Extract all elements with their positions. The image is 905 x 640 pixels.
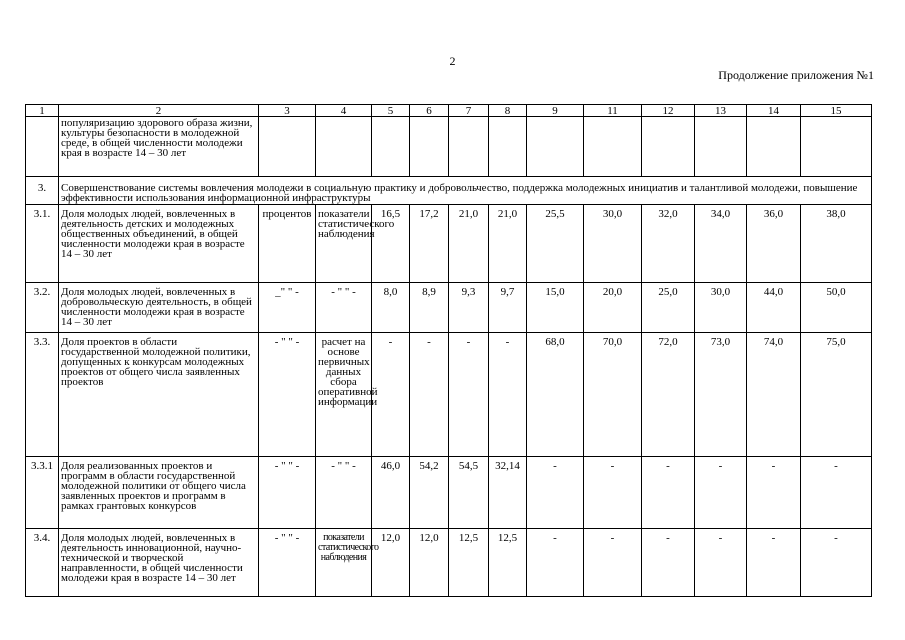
value-cell <box>747 117 801 177</box>
value-cell: - <box>410 333 449 457</box>
value-cell: 72,0 <box>642 333 695 457</box>
value-cell: 9,3 <box>449 283 489 333</box>
header-cell: 7 <box>449 105 489 117</box>
indicator-name: Доля молодых людей, вовлеченных в деятельность инновационной, научно-технической и творческой направленности, в общей численности молодежи края в возрасте 14 – 30 лет <box>59 529 259 597</box>
header-cell: 13 <box>695 105 747 117</box>
value-cell: 12,0 <box>410 529 449 597</box>
unit-cell: процентов <box>259 205 316 283</box>
header-cell: 1 <box>26 105 59 117</box>
value-cell: 9,7 <box>489 283 527 333</box>
page-number: 2 <box>449 54 456 68</box>
source-cell <box>316 117 372 177</box>
table-row <box>26 117 872 177</box>
value-cell: 32,0 <box>642 205 695 283</box>
indicator-name: Доля молодых людей, вовлеченных в деятельность детских и молодежных общественных объединений, в общей численности молодежи края в возрасте 14 – 30 лет <box>59 205 259 283</box>
value-cell: 75,0 <box>801 333 872 457</box>
value-cell: 36,0 <box>747 205 801 283</box>
value-cell <box>695 117 747 177</box>
value-cell: - <box>642 529 695 597</box>
value-cell: 46,0 <box>372 457 410 529</box>
value-cell: - <box>372 333 410 457</box>
indicator-name: Доля реализованных проектов и программ в области государственной молодежной политики от общего числа заявленных проектов и программ в рамках грантовых конкурсов <box>59 457 259 529</box>
value-cell: - <box>747 529 801 597</box>
value-cell: - <box>695 529 747 597</box>
value-cell: 30,0 <box>584 205 642 283</box>
value-cell: 54,2 <box>410 457 449 529</box>
value-cell <box>584 117 642 177</box>
value-cell <box>410 117 449 177</box>
header-cell: 8 <box>489 105 527 117</box>
row-number: 3.3.1 <box>26 457 59 529</box>
value-cell: 12,5 <box>449 529 489 597</box>
header-cell: 3 <box>259 105 316 117</box>
value-cell: - <box>584 457 642 529</box>
value-cell <box>489 117 527 177</box>
indicator-name: популяризацию здорового образа жизни, культуры безопасности в молодежной среде, в общей численности молодежи края в возрасте 14 – 30 лет <box>59 117 259 177</box>
value-cell: - <box>527 529 584 597</box>
value-cell <box>801 117 872 177</box>
value-cell: 74,0 <box>747 333 801 457</box>
row-number: 3.1. <box>26 205 59 283</box>
value-cell: - <box>642 457 695 529</box>
unit-cell: _" " - <box>259 283 316 333</box>
value-cell: 38,0 <box>801 205 872 283</box>
value-cell: 32,14 <box>489 457 527 529</box>
source-cell: расчет на основе первичных данных сбора оперативной информации <box>316 333 372 457</box>
value-cell: 25,0 <box>642 283 695 333</box>
header-cell: 12 <box>642 105 695 117</box>
value-cell <box>642 117 695 177</box>
value-cell: - <box>801 457 872 529</box>
value-cell: 17,2 <box>410 205 449 283</box>
value-cell: 12,5 <box>489 529 527 597</box>
value-cell: 8,9 <box>410 283 449 333</box>
value-cell: 21,0 <box>449 205 489 283</box>
row-number: 3.3. <box>26 333 59 457</box>
value-cell: 12,0 <box>372 529 410 597</box>
table-row <box>26 283 872 333</box>
value-cell: 15,0 <box>527 283 584 333</box>
source-cell: - " " - <box>316 457 372 529</box>
header-cell: 4 <box>316 105 372 117</box>
table-row <box>26 205 872 283</box>
continuation-label: Продолжение приложения №1 <box>718 68 874 82</box>
value-cell: 73,0 <box>695 333 747 457</box>
value-cell: - <box>449 333 489 457</box>
value-cell: 70,0 <box>584 333 642 457</box>
value-cell: - <box>801 529 872 597</box>
value-cell: 54,5 <box>449 457 489 529</box>
unit-cell: - " " - <box>259 529 316 597</box>
value-cell: 16,5 <box>372 205 410 283</box>
header-cell: 6 <box>410 105 449 117</box>
value-cell: 68,0 <box>527 333 584 457</box>
value-cell: 25,5 <box>527 205 584 283</box>
row-number: 3.4. <box>26 529 59 597</box>
header-cell: 2 <box>59 105 259 117</box>
header-cell: 9 <box>527 105 584 117</box>
value-cell: - <box>489 333 527 457</box>
table-row <box>26 457 872 529</box>
value-cell <box>449 117 489 177</box>
row-number <box>26 117 59 177</box>
unit-cell: - " " - <box>259 457 316 529</box>
unit-cell <box>259 117 316 177</box>
value-cell: 50,0 <box>801 283 872 333</box>
table-row <box>26 529 872 597</box>
source-cell: показатели статистического наблюдения <box>316 529 372 597</box>
header-cell: 15 <box>801 105 872 117</box>
value-cell: - <box>747 457 801 529</box>
value-cell: 8,0 <box>372 283 410 333</box>
indicators-table <box>25 104 872 597</box>
header-cell: 14 <box>747 105 801 117</box>
table-row <box>26 333 872 457</box>
unit-cell: - " " - <box>259 333 316 457</box>
source-cell: показатели статистического наблюдения <box>316 205 372 283</box>
source-cell: - " " - <box>316 283 372 333</box>
value-cell: - <box>584 529 642 597</box>
section-title: Совершенствование системы вовлечения молодежи в социальную практику и добровольчество, поддержка молодежных инициатив и талантливой молодежи, повышение эффективности использования информационной инфраструктуры <box>59 177 872 205</box>
header-cell: 11 <box>584 105 642 117</box>
section-row <box>26 177 872 205</box>
indicator-name: Доля молодых людей, вовлеченных в добровольческую деятельность, в общей численности молодежи края в возрасте 14 – 30 лет <box>59 283 259 333</box>
value-cell: - <box>695 457 747 529</box>
value-cell: 30,0 <box>695 283 747 333</box>
header-cell: 5 <box>372 105 410 117</box>
value-cell: 21,0 <box>489 205 527 283</box>
value-cell: - <box>527 457 584 529</box>
row-number: 3.2. <box>26 283 59 333</box>
value-cell <box>372 117 410 177</box>
value-cell: 44,0 <box>747 283 801 333</box>
indicator-name: Доля проектов в области государственной молодежной политики, допущенных к конкурсам молодежных проектов от общего числа заявленных проектов <box>59 333 259 457</box>
header-row <box>26 105 872 117</box>
value-cell: 20,0 <box>584 283 642 333</box>
value-cell <box>527 117 584 177</box>
row-number: 3. <box>26 177 59 205</box>
value-cell: 34,0 <box>695 205 747 283</box>
